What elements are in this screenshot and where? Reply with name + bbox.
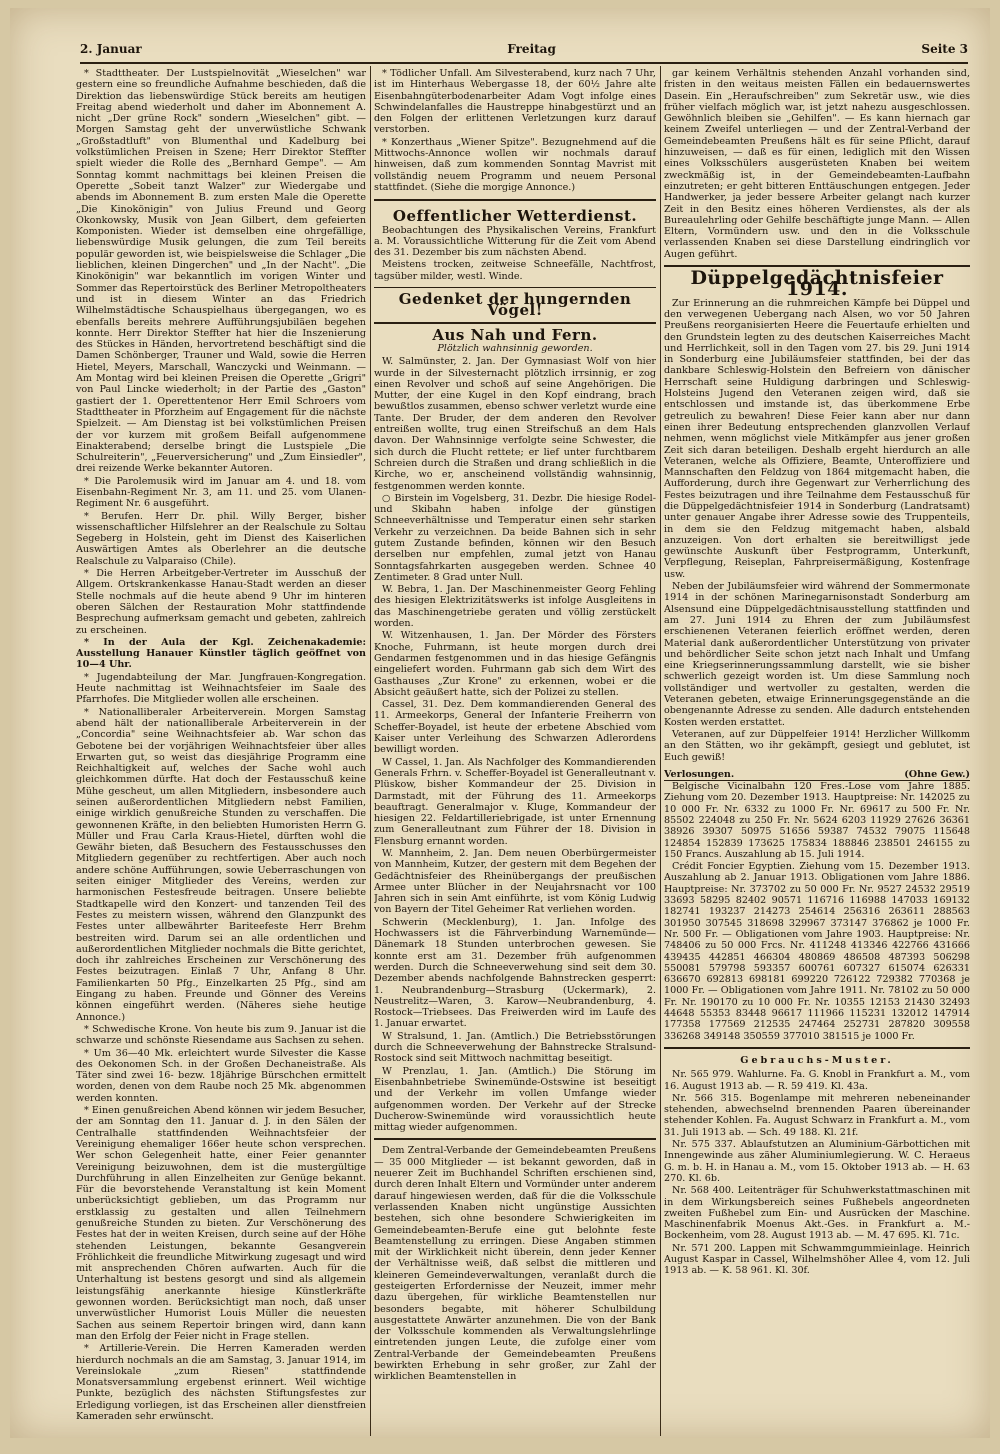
header-date: 2. Januar bbox=[80, 42, 142, 56]
news-item: Cassel, 31. Dez. Dem kommandierenden General des 11. Armeekorps, General der Infanterie Freiherrn von Scheffer-Boyadel, ist heute der erbetene Abschied vom Kaiser unter Verleihung des Schwarzen Adlerordens bewilligt worden. bbox=[374, 699, 656, 756]
lottery-paragraph: Crédit Foncier Egyptien. Ziehung vom 15. Dezember 1913. Auszahlung ab 2. Januar 1913. Obligationen vom Jahre 1886. Hauptpreise: Nr. 373702 zu 50 000 Fr. Nr. 9527 24532 29519 33693 58295 82402 90571 116716 116988 147033 169132 182741 193237 214273 254614 256316 263611 288563 301950 307545 318698 329967 373147 376862 je 1000 Fr. Nr. 500 Fr. — Obligationen vom Jahre 1903. Hauptpreise: Nr. 748406 zu 50 000 Frcs. Nr. 411248 413346 422766 431666 439435 442851 466304 480869 486508 487393 506298 550081 579798 593357 600761 607327 615074 626331 636670 692813 698181 699220 726122 729382 770368 je 1000 Fr. — Obligationen vom Jahre 1911. Nr. 78102 zu 50 000 Fr. Nr. 190170 zu 10 000 Fr. Nr. 10355 12153 21430 32493 44648 55353 83448 96617 111966 115231 132012 147914 177358 177569 212535 247464 252731 287820 309558 336268 349148 350559 377010 381515 je 1000 Fr. bbox=[664, 861, 970, 1042]
weather-box bbox=[374, 199, 656, 288]
news-item: W. Salmünster, 2. Jan. Der Gymnasiast Wolf von hier wurde in der Silvesternacht plötzlich irrsinnig, er zog einen Revolver und schoß auf seine Angehörigen. Die Mutter, der eine Kugel in den Kopf eindrang, brach bewußtlos zusammen, ebenso schwer verletzt wurde eine Tante. Der Bruder, der dem anderen den Revolver entreißen wollte, trug einen Streifschuß an dem Hals davon. Der Wahnsinnige verfolgte seine Schwester, die sich durch die Flucht rettete; er lief unter furchtbarem Schreien durch die Straßen und drang schließlich in die Kirche, wo er, anscheinend vollständig wahnsinnig, festgenommen werden konnte. bbox=[374, 356, 656, 492]
section-title-nah-fern: Aus Nah und Fern. bbox=[432, 325, 598, 344]
lottery-note: (Ohne Gew.) bbox=[904, 768, 970, 780]
header-weekday: Freitag bbox=[507, 42, 556, 56]
column-rule bbox=[370, 66, 371, 1436]
news-item: * Einen genußreichen Abend können wir jedem Besucher, der am Sonntag den 11. Januar d. J. in den Sälen der Centralhalle stattfindenden Weihnachtsfeier der Vereinigung ehemaliger 166er heute schon versprechen. Wer schon Gelegenheit hatte, einer Feier genannter Vereinigung beizuwohnen, dem ist die mustergültige Durchführung in allen Einzelheiten zur Genüge bekannt. Für die bevorstehende Veranstaltung ist kein Moment unberücksichtigt geblieben, um das Programm nur erstklassig zu gestalten und allen Teilnehmern genußreiche Stunden zu bieten. Zur Verschönerung des Festes hat der in weiten Kreisen, durch seine auf der Höhe stehenden Leistungen, bekannte Gesangverein Fröhlichkeit die freundliche Mitwirkung zugesagt und wird mit ansprechenden Chören aufwarten. Auch für die Unterhaltung ist bestens gesorgt und sind als allgemein leistungsfähig anerkannte hiesige Künstlerkräfte gewonnen worden. Berücksichtigt man noch, daß unser unverwüstlicher Humorist Louis Müller die neuesten Sachen aus seinem Repertoir bringen wird, dann kann man den Erfolg der Feier nicht in Frage stellen. bbox=[76, 1105, 366, 1342]
header-page-number: Seite 3 bbox=[921, 42, 968, 56]
birds-appeal: Gedenket der hungernden Vögel! bbox=[398, 290, 632, 320]
news-item: * Konzerthaus „Wiener Spitze". Bezugnehmend auf die Mittwochs-Annonce wollen wir nochmals darauf hinweisen, daß zum kommenden Sonntag Mavrist mit vollständig neuem Programm und neuem Personal stattfindet. (Siehe die morgige Annonce.) bbox=[374, 136, 656, 193]
news-item: W Stralsund, 1. Jan. (Amtlich.) Die Betriebsstörungen durch die Schneeverwehung der Bahnstrecke Stralsund-Rostock sind seit Mittwoch nachmittag beseitigt. bbox=[374, 1030, 656, 1065]
lottery-paragraph: Belgische Vicinalbahn 120 Fres.-Lose vom Jahre 1885. Ziehung vom 20. Dezember 1913. Hauptpreise: Nr. 142025 zu 10 000 Fr. Nr. 6332 zu 1000 Fr. Nr. 69617 zu 500 Fr. Nr. 85502 224048 zu 250 Fr. Nr. 5624 6203 11929 27626 36361 38926 39307 50975 51656 59387 74532 79075 115648 124854 152839 173625 175834 188846 238501 246155 zu 150 Francs. Auszahlung ab 15. Juli 1914. bbox=[664, 781, 970, 860]
dueppel-paragraph: Veteranen, auf zur Düppelfeier 1914! Herzlicher Willkomm an den Stätten, wo ihr gekämpft, gesiegt und geblutet, ist Euch gewiß! bbox=[664, 728, 970, 763]
column-2 bbox=[374, 68, 656, 1433]
news-item-continued: gar keinem Verhältnis stehenden Anzahl vorhanden sind, fristen in den weitaus meisten Fällen ein bedauernswertes Dasein. Ein „Heraufschreiben" zum Sekretär usw., wie dies früher vielfach möglich war, ist jetzt nahezu ausgeschlossen. Gewöhnlich bleiben sie „Gehilfen". — Es kann hiernach gar keinem Zweifel unterliegen — und der Zentral-Verband der Gemeindebeamten Preußens hält es für seine Pflicht, darauf hinzuweisen, — daß es für einen, lediglich mit den Wissen eines Volksschülers ausgerüsteten Knaben bei weitem zweckmäßig ist, in der Gemeindebeamten-Laufbahn einzutreten; er geht bitteren Enttäuschungen entgegen. Jeder Handwerker, ja jeder bessere Arbeiter gelangt nach kurzer Zeit in den Besitz eines höheren Verdienstes, als der als Bureaulehrling oder Gehilfe beschäftigte junge Mann. — Allen Eltern, Vormündern usw. und den in die Volksschule verlassenden Knaben sei diese Darstellung eindringlich vor Augen geführt. bbox=[664, 68, 970, 260]
patent-entry: Nr. 565 979. Wahlurne. Fa. G. Knobl in Frankfurt a. M., vom 16. August 1913 ab. — R. 59 419. Kl. 43a. bbox=[664, 1069, 970, 1092]
news-item: * Nationalliberaler Arbeiterverein. Morgen Samstag abend hält der nationalliberale Arbeiterverein in der „Concordia" seine Weihnachtsfeier ab. War schon das Gebotene bei der vorjährigen Weihnachtsfeier über alles Erwarten gut, so weist das diesjährige Programm eine Reichhaltigkeit auf, welches der Sache wohl auch gleichkommen dürfte. Hat doch der Festausschuß keine Mühe gescheut, um allen Mitgliedern, insbesondere auch seinen außerordentlichen Mitgliedern nebst Familien, einige wirklich genußreiche Stunden zu verschaffen. Die gewonnenen Kräfte, in den beliebten Humoristen Herrn G. Müller und Frau Carla Kraus-Hietel, dürften wohl die Gewähr bieten, daß Besuchern des Festausschusses den Mitgliedern gegenüber zu rechtfertigen. Aber auch noch andere schöne Aufführungen, sowie Ueberraschungen von seiten einiger Mitglieder des Vereins, werden zur harmonischen Festesfreude beitragen. Unsere beliebte Stadtkapelle wird den Konzert- und tanzenden Teil des Festes zu meistern wissen, während den Glanzpunkt des Festes unter allbewährter Bariteefeste Herr Brehm bestreiten wird. Darum sei an alle ordentlichen und außerordentlichen Mitglieder nochmals die Bitte gerichtet, doch ihr zahlreiches Erscheinen zur Verschönerung des Festes beizutragen. Einlaß 7 Uhr, Anfang 8 Uhr. Familienkarten 50 Pfg., Einzelkarten 25 Pfg., sind am Eingang zu haben. Freunde und Gönner des Vereins können eingeführt werden. (Näheres siehe heutige Annonce.) bbox=[76, 706, 366, 1023]
patent-entry: Nr. 566 315. Bogenlampe mit mehreren nebeneinander stehenden, abwechselnd brennenden Paaren übereinander stehender Kohlen. Fa. August Schwarz in Frankfurt a. M., vom 31. Juli 1913 ab. — Sch. 49 188. Kl. 21f. bbox=[664, 1092, 970, 1138]
patent-entry: Nr. 571 200. Lappen mit Schwammgummieinlage. Heinrich August Kaspar in Cassel, Wilhelmshöher Allee 4, vom 12. Juli 1913 ab. — K. 58 961. Kl. 30f. bbox=[664, 1242, 970, 1277]
patent-title: Gebrauchs-Muster. bbox=[740, 1054, 894, 1066]
newspaper-page bbox=[10, 8, 990, 1438]
column-1 bbox=[76, 68, 366, 1433]
news-item: W. Bebra, 1. Jan. Der Maschinenmeister Georg Fehling des hiesigen Elektrizitätswerks ist infolge Ausgleitens in das Maschinengetriebe geraten und völlig zerstückelt worden. bbox=[374, 584, 656, 630]
lottery-title: Verlosungen. bbox=[664, 768, 735, 780]
news-item: * In der Aula der Kgl. Zeichenakademie: Ausstellung Hanauer Künstler täglich geöffnet von 10—4 Uhr. bbox=[76, 636, 366, 671]
news-item: * Stadttheater. Der Lustspielnovität „Wieselchen" war gestern eine so freundliche Aufnahme beschieden, daß die Direktion das liebenswürdige Stück bereits am heutigen Freitag abend wiederholt und daher im Abonnement A. nicht „Der grüne Rock" sondern „Wieselchen" gibt. — Morgen Samstag geht der unverwüstliche Schwank „Großstadtluft" von Blumenthal und Kadelburg bei volkstümlichen Preisen in Szene; Herr Direktor Steffter spielt wieder die Rolle des „Bernhard Gempe". — Am Sonntag kommt nachmittags bei kleinen Preisen die Operette „Sobeit tanzt Walzer" zur Wiedergabe und abends im Abonnement B. zum ersten Male die Operette „Die Kinokönigin" von Julius Freund und Georg Okonkowsky, Musik von Jean Gilbert, dem gefeierten Komponisten. Wieder ist demselben eine ohrgefällige, liebenswürdige Musik gelungen, die zum Teil bereits populär geworden ist, wie beispielsweise die Schlager „Die lieblichen, kleinen Dingerchen" und „In der Nacht". „Die Kinokönigin" war bekanntlich im vorigen Winter und Sommer das Repertoirstück des Berliner Metropoltheaters und ist in diesem Winter an das Friedrich Wilhelmstädtische Schauspielhaus übergegangen, wo es ebenfalls bereits mehrere Aufführungsjubiläen begehen konnte. Herr Direktor Steffter hat hier die Inszenierung des Stückes in Händen, hervortretend beschäftigt sind die Damen Schönberger, Trauner und Wald, sowie die Herren Hietel, Meyers, Marschall, Wanczycki und Weinmann. — Am Montag wird bei kleinen Preisen die Operette „Grigri" von Paul Lincke wiederholt; in der Partie des „Gaston" gastiert der 1. Operettentenor Herr Emil Schroers vom Stadttheater in Pforzheim auf Engagement für die nächste Spielzeit. — Am Dienstag ist bei volkstümlichen Preisen der vor kurzem mit großem Beifall aufgenommene Einakterabend; derselbe bringt die Lustspiele „Die Schulreiterin", „Feuerversicherung" und „Zum Einsiedler", drei reizende Werke bekannter Autoren. bbox=[76, 68, 366, 475]
news-item: ○ Birstein im Vogelsberg, 31. Dezbr. Die hiesige Rodel- und Skibahn haben infolge der günstigen Schneeverhältnisse und Temperatur einen sehr starken Verkehr zu verzeichnen. Da beide Bahnen sich in sehr gutem Zustande befinden, können wir den Besuch derselben nur empfehlen, zumal jetzt von Hanau Sonntagsfahrkarten ausgegeben werden. Schnee 40 Zentimeter. 8 Grad unter Null. bbox=[374, 492, 656, 583]
news-item: W Cassel, 1. Jan. Als Nachfolger des Kommandierenden Generals Frhrn. v. Scheffer-Boyadel ist Generalleutnant v. Plüskow, bisher Kommandeur der 25. Division in Darmstadt, mit der Führung des 11. Armeekorps beauftragt. Generalmajor v. Kluge, Kommandeur der hiesigen 22. Feldartilleriebrigade, ist unter Ernennung zum Generalleutnant zum Führer der 18. Division in Flensburg ernannt worden. bbox=[374, 756, 656, 847]
divider bbox=[374, 322, 656, 324]
news-item-zentralverband: Dem Zentral-Verbande der Gemeindebeamten Preußens — 35 000 Mitglieder — ist bekannt geworden, daß in neuerer Zeit im Buchhandel Schriften erschienen sind, durch deren Inhalt Eltern und Vormünder unter anderem darauf hingewiesen werden, daß für die die Volksschule verlassenden Knaben nicht ungünstige Aussichten bestehen, sich ohne besondere Schwierigkeiten im Gemeindebeamten-Berufe eine gut belohnte feste Beamtenstellung zu erringen. Diese Angaben stimmen mit der Wirklichkeit nicht überein, denn jeder Kenner der Verhältnisse weiß, daß selbst die mittleren und kleineren Gemeindeverwaltungen, veranlaßt durch die gesteigerten Erfordernisse der Neuzeit, immer mehr dazu übergehen, für wirkliche Beamtenstellen nur besonders begabte, mit höherer Schulbildung ausgestattete Anwärter anzunehmen. Die von der Bank der Volksschule kommenden als Verwaltungslehrlinge eintretenden jungen Leute, die zufolge einer vom Zentral-Verbande der Gemeindebeamten Preußens bewirkten Erhebung in sehr großer, zur Zahl der wirklichen Beamtenstellen in bbox=[374, 1145, 656, 1383]
news-item: * Die Parolemusik wird im Januar am 4. und 18. vom Eisenbahn-Regiment Nr. 3, am 11. und 25. vom Ulanen-Regiment Nr. 6 ausgeführt. bbox=[76, 475, 366, 510]
weather-title: Oeffentlicher Wetterdienst. bbox=[392, 207, 638, 226]
dueppel-paragraph: Zur Erinnerung an die ruhmreichen Kämpfe bei Düppel und den verwegenen Uebergang nach Alsen, wo vor 50 Jahren Preußens reorganisierten Heere die Feuertaufe erhielten und den Grundstein legten zu des deutschen Kaiserreiches Macht und Herrlichkeit, soll in den Tagen vom 27. bis 29. Juni 1914 in Sonderburg eine Jubiläumsfeier stattfinden, bei der das dankbare Schleswig-Holstein den Befreiern von dänischer Herrschaft seine Huldigung darbringen und Schleswig-Holsteins Jugend den Veteranen zeigen wird, daß sie entschlossen und imstande ist, das überkommene Erbe getreulich zu bewahren! Diese Feier kann aber nur dann einen ihrer Bedeutung entsprechenden glanzvollen Verlauf nehmen, wenn möglichst viele Mitkämpfer aus jener großen Zeit sich daran beteiligen. Deshalb ergeht hierdurch an alle Veteranen, welche als Offiziere, Beamte, Unteroffiziere und Mannschaften den Feldzug von 1864 mitgemacht haben, die Aufforderung, durch ihre Gegenwart zur Verherrlichung des Festes beizutragen und ihre Teilnahme dem Festausschuß für die Düppelgedächtnisfeier 1914 in Sonderburg (Landratsamt) unter genauer Angabe ihrer Adresse sowie des Truppenteils, in dem sie den Feldzug mitgemacht haben, alsbald anzuzeigen. Von dort erhalten sie bereitwilligst jede gewünschte Auskunft über Festprogramm, Unterkunft, Verpflegung, Reiseplan, Fahrpreisermäßigung, Kostenfrage usw. bbox=[664, 297, 970, 580]
section-subtitle: Plötzlich wahnsinnig geworden. bbox=[437, 342, 593, 354]
weather-forecast: Meistens trocken, zeitweise Schneefälle, Nachtfrost, tagsüber milder, westl. Winde. bbox=[374, 259, 656, 282]
lottery-header bbox=[664, 769, 970, 781]
divider bbox=[664, 1047, 970, 1049]
news-item: * Tödlicher Unfall. Am Silvesterabend, kurz nach 7 Uhr, ist im Hinterhaus Webergasse 18, der 60½ Jahre alte Eisenbahngüterbodenarbeiter Adam Vogt infolge eines Schwindelanfalles die Haustreppe hinabgestürzt und an den Folgen der erlittenen Verletzungen kurz darauf verstorben. bbox=[374, 68, 656, 136]
column-rule bbox=[660, 66, 661, 1436]
news-item: * Um 36—40 Mk. erleichtert wurde Silvester die Kasse des Oekonomen Sch. in der Großen Dechaneistraße. Als Täter sind zwei 16- bezw. 18jährige Bürschchen ermittelt worden, denen von dem Raube noch 25 Mk. abgenommen werden konnten. bbox=[76, 1047, 366, 1104]
page-header bbox=[80, 42, 968, 64]
news-item: W. Witzenhausen, 1. Jan. Der Mörder des Försters Knoche, Fuhrmann, ist heute morgen durch drei Gendarmen festgenommen und in das hiesige Gefängnis eingeliefert worden. Fuhrmann gab sich dem Wirt des Gasthauses „Zur Krone" zu erkennen, wobei er die Absicht geäußert hatte, sich der Polizei zu stellen. bbox=[374, 630, 656, 698]
news-item: * Schwedische Krone. Von heute bis zum 9. Januar ist die schwarze und schönste Riesendame aus Sachsen zu sehen. bbox=[76, 1023, 366, 1047]
news-item: * Artillerie-Verein. Die Herren Kameraden werden hierdurch nochmals an die am Samstag, 3. Januar 1914, im Vereinslokale „zum Riesen" stattfindende Monatsversammlung ergebenst erinnert. Weil wichtige Punkte, bezüglich des nächsten Stiftungsfestes zur Erledigung vorliegen, ist das Erscheinen aller dienstfreien Kameraden sehr erwünscht. bbox=[76, 1343, 366, 1423]
divider bbox=[374, 1138, 656, 1140]
patent-entry: Nr. 575 337. Ablaufstutzen an Aluminium-Gärbottichen mit Innengewinde aus zäher Aluminiumlegierung. W. C. Heraeus G. m. b. H. in Hanau a. M., vom 15. Oktober 1913 ab. — H. 63 270. Kl. 6b. bbox=[664, 1139, 970, 1184]
news-item: W. Mannheim, 2. Jan. Dem neuen Oberbürgermeister von Mannheim, Kutzer, der gestern mit dem Begehen der Gedächtnisfeier des Rheinübergangs der preußischen Armee unter Blücher in der Neujahrsnacht vor 100 Jahren sich in sein Amt einführte, ist vom König Ludwig von Bayern der Titel Geheimer Rat verliehen worden. bbox=[374, 848, 656, 916]
dueppel-paragraph: Neben der Jubiläumsfeier wird während der Sommermonate 1914 in der schönen Marinegarnisonstadt Sonderburg am Alsensund eine Düppelgedächtnisausstellung stattfinden und am 27. Juni 1914 zu Ehren der zum Jubiläumsfest erschienenen Veteranen feierlich eröffnet werden, deren Material dank außerordentlicher Unterstützung von privater und behördlicher Seite schon jetzt nach Inhalt und Umfang eine Kriegserinnerungssammlung darstellt, wie sie bisher schwerlich gezeigt worden ist. Um diese Sammlung noch vollständiger und wertvoller zu gestalten, werden die Veteranen gebeten, etwaige Erinnerungsgegenstände an die obengenannte Adresse zu senden. Alle dadurch entstehenden Kosten werden erstattet. bbox=[664, 581, 970, 728]
column-3 bbox=[664, 68, 970, 1433]
news-item: * Jugendabteilung der Mar. Jungfrauen-Kongregation. Heute nachmittag ist Weihnachtsfeier im Saale des Pfarrhofes. Die Mitglieder wollen alle erscheinen. bbox=[76, 671, 366, 706]
news-item: * Die Herren Arbeitgeber-Vertreter im Ausschuß der Allgem. Ortskrankenkasse Hanau-Stadt werden an dieser Stelle nochmals auf die heute abend 9 Uhr im hinteren oberen Sälchen der Restauration Mohr stattfindende Besprechung aufmerksam gemacht und gebeten, zahlreich zu erscheinen. bbox=[76, 568, 366, 636]
news-item: Schwerin (Mecklenburg), 1. Jan. Infolge des Hochwassers ist die Fährverbindung Warnemünde—Dänemark 18 Stunden unterbrochen gewesen. Sie konnte erst am 31. Dezember früh aufgenommen werden. Durch die Schneeverwehung sind seit dem 30. Dezember abends nachfolgende Bahnstrecken gesperrt: 1. Neubrandenburg—Strasburg (Uckermark), 2. Neustrelitz—Waren, 3. Karow—Neubrandenburg, 4. Rostock—Triebsees. Das Freiwerden wird im Laufe des 1. Januar erwartet. bbox=[374, 916, 656, 1030]
patent-entry: Nr. 568 400. Leitenträger für Schuhwerkstattmaschinen mit in dem Wirkungsbereich seines Fußhebels angeordneten zweiten Fußhebel zum Ein- und Ausrücken der Maschine. Maschinenfabrik Moenus Akt.-Ges. in Frankfurt a. M.-Bockenheim, vom 28. August 1913 ab. — M. 47 695. Kl. 71c. bbox=[664, 1185, 970, 1242]
news-item: * Berufen. Herr Dr. phil. Willy Berger, bisher wissenschaftlicher Hilfslehrer an der Realschule zu Soltau Segeberg in Holstein, geht im Dienst des Kaiserlichen Auswärtigen Amtes als Oberlehrer an die deutsche Realschule zu Valparaiso (Chile). bbox=[76, 510, 366, 567]
news-item: W Prenzlau, 1. Jan. (Amtlich.) Die Störung im Eisenbahnbetriebe Swinemünde-Ostswine ist beseitigt und der Verkehr im vollen Umfange wieder aufgenommen worden. Der Verkehr auf der Strecke Ducherow-Swinemünde wird voraussichtlich heute mittag wieder aufgenommen. bbox=[374, 1065, 656, 1134]
dueppel-title: Düppelgedächtnisfeier 1914. bbox=[690, 267, 944, 301]
weather-intro: Beobachtungen des Physikalischen Vereins, Frankfurt a. M. Voraussichtliche Witterung für die Zeit vom Abend des 31. Dezember bis zum nächsten Abend. bbox=[374, 224, 656, 259]
